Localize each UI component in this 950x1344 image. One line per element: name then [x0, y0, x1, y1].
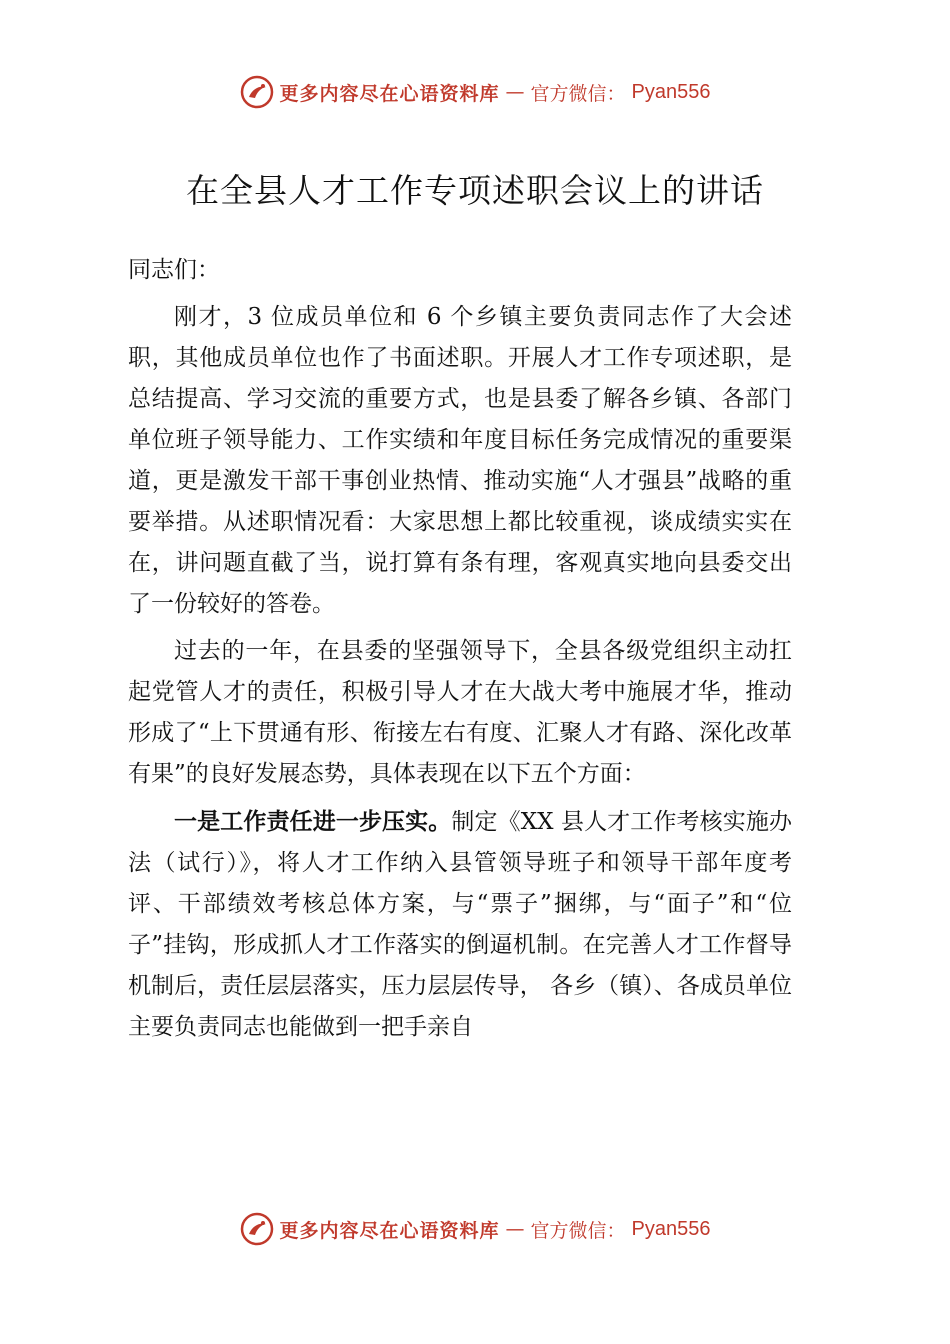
document-body [128, 250, 792, 1054]
paragraph-text: 刚才，3 位成员单位和 6 个乡镇主要负责同志作了大会述职，其他成员单位也作了书面述职。开展人才工作专项述职，是总结提高、学习交流的重要方式，也是县委了解各乡镇、各部门单位班子领导能力、工作实绩和年度目标任务完成情况的重要渠道，更是激发干部干事创业热情、推动实施“人才强县”战略的重要举措。从述职情况看：大家思想上都比较重视，谈成绩实实在在，讲问题直截了当，说打算有条有理，客观真实地向县委交出了一份较好的答卷。 [128, 304, 792, 617]
banner-separator: — [505, 81, 525, 103]
paragraph-text: 过去的一年，在县委的坚强领导下，全县各级党组织主动扛起党管人才的责任，积极引导人才在大战大考中施展才华，推动形成了“上下贯通有形、衔接左右有度、汇聚人才有路、深化改革有果”的良好发展态势，具体表现在以下五个方面： [128, 638, 792, 787]
paragraph [128, 297, 792, 625]
banner-text: 更多内容尽在心语资料库 [279, 82, 500, 105]
swan-logo-icon [240, 75, 274, 109]
salutation: 同志们： [128, 257, 220, 283]
swan-logo-icon [240, 1212, 274, 1246]
banner-separator: — [505, 1218, 525, 1240]
footer-banner [0, 1207, 950, 1251]
header-banner [0, 70, 950, 114]
paragraph [128, 801, 792, 1048]
banner-wechat-label: 官方微信： [530, 1219, 626, 1242]
paragraph [128, 631, 792, 795]
paragraph-text: 制定《XX 县人才工作考核实施办法（试行）》，将人才工作纳入县管领导班子和领导干部年度考评、干部绩效考核总体方案，与“票子”捆绑，与“面子”和“位子”挂钩，形成抓人才工作落实的倒逼机制。在完善人才工作督导机制后，责任层层落实，压力层层传导， 各乡（镇）、各成员单位主要负责同志也能做到一把手亲自 [128, 809, 793, 1040]
banner-wechat-id: Pyan556 [631, 80, 711, 103]
banner-wechat-id: Pyan556 [631, 1217, 711, 1240]
banner-wechat-label: 官方微信： [530, 82, 626, 105]
paragraph-lead: 一是工作责任进一步压实。 [174, 808, 452, 835]
document-title: 在全县人才工作专项述职会议上的讲话 [186, 171, 764, 210]
banner-text: 更多内容尽在心语资料库 [279, 1219, 500, 1242]
